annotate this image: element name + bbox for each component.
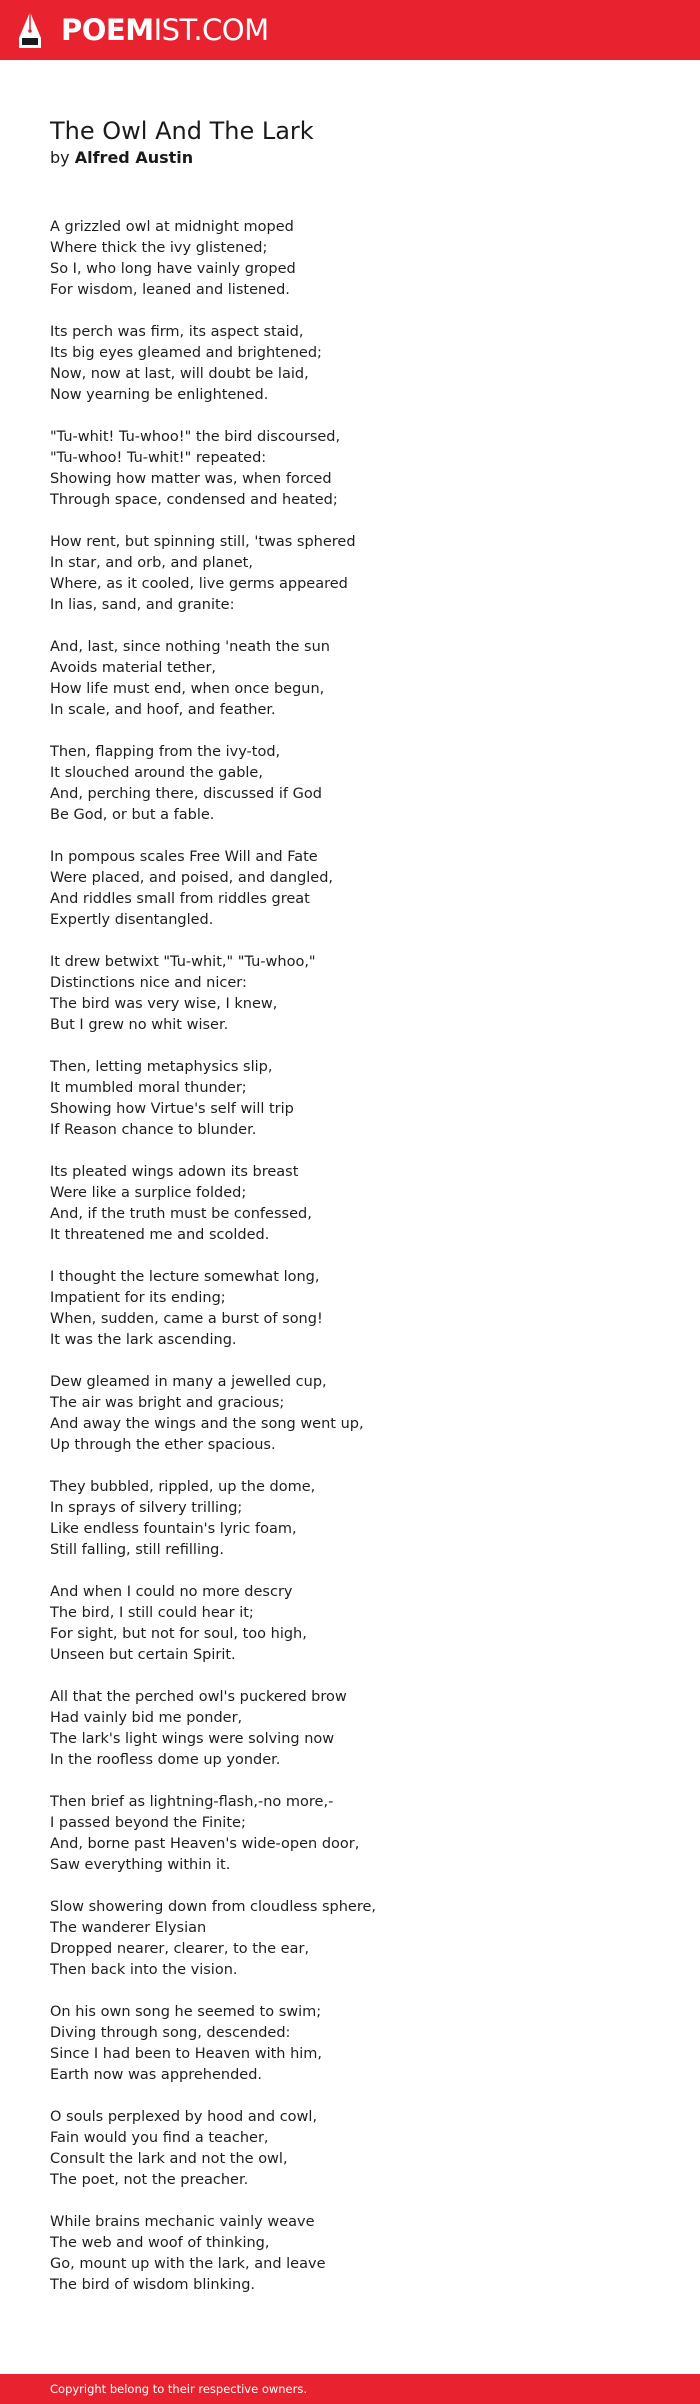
poem-line: The wanderer Elysian [50,1920,207,1936]
stanza [50,1057,650,1141]
poem-line: All that the perched owl's puckered brow [50,1689,347,1705]
poem-line: Since I had been to Heaven with him, [50,2046,323,2062]
stanza [50,532,650,616]
poem-line: Saw everything within it. [50,1857,231,1873]
poem-line: They bubbled, rippled, up the dome, [50,1479,316,1495]
poem-line: Had vainly bid me ponder, [50,1710,243,1726]
stanza [50,1477,650,1561]
stanza [50,1897,650,1981]
poem-line: Slow showering down from cloudless sphere, [50,1899,377,1915]
poem-line: But I grew no whit wiser. [50,1017,229,1033]
poem-line: Its perch was firm, its aspect staid, [50,324,304,340]
poem-line: It was the lark ascending. [50,1332,237,1348]
poem-title: The Owl And The Lark [50,117,314,145]
stanza [50,217,650,301]
poem-line: Avoids material tether, [50,660,217,676]
poem-line: Its big eyes gleamed and brightened; [50,345,322,361]
poem-line: Through space, condensed and heated; [50,492,338,508]
poem-line: It threatened me and scolded. [50,1227,270,1243]
copyright-notice: Copyright belong to their respective owners. [50,2382,308,2396]
poem-line: Showing how Virtue's self will trip [50,1101,294,1117]
poem-line: Like endless fountain's lyric foam, [50,1521,297,1537]
stanza [50,1267,650,1351]
site-header [0,0,700,60]
poem-line: Still falling, still refilling. [50,1542,224,1558]
poem-line: So I, who long have vainly groped [50,261,296,277]
logo-brand-bold: POEM [61,13,154,47]
poem-line: On his own song he seemed to swim; [50,2004,322,2020]
poem-line: Where thick the ivy glistened; [50,240,268,256]
poem-line: Were placed, and poised, and dangled, [50,870,334,886]
poem-line: In the roofless dome up yonder. [50,1752,281,1768]
poem-line: Go, mount up with the lark, and leave [50,2256,326,2272]
poem-line: A grizzled owl at midnight moped [50,219,294,235]
poem-line: Where, as it cooled, live germs appeared [50,576,348,592]
poem-line: How rent, but spinning still, 'twas sphered [50,534,356,550]
stanza [50,2002,650,2086]
site-logo[interactable] [61,11,269,49]
poem-line: In sprays of silvery trilling; [50,1500,243,1516]
poem-line: And, perching there, discussed if God [50,786,322,802]
poem-line: While brains mechanic vainly weave [50,2214,315,2230]
poem-line: The poet, not the preacher. [50,2172,249,2188]
poem-line: For wisdom, leaned and listened. [50,282,290,298]
poem-line: It mumbled moral thunder; [50,1080,247,1096]
stanza [50,637,650,721]
poem-line: If Reason chance to blunder. [50,1122,257,1138]
poem-line: "Tu-whoo! Tu-whit!" repeated: [50,450,267,466]
poem-line: Showing how matter was, when forced [50,471,332,487]
poem-line: Impatient for its ending; [50,1290,226,1306]
poem-line: Distinctions nice and nicer: [50,975,247,991]
poem-line: The lark's light wings were solving now [50,1731,335,1747]
poem-line: The web and woof of thinking, [50,2235,270,2251]
author-name[interactable]: Alfred Austin [74,148,194,167]
poem-line: Be God, or but a fable. [50,807,215,823]
poem-line: Unseen but certain Spirit. [50,1647,236,1663]
poem-line: Now yearning be enlightened. [50,387,269,403]
poem-line: Earth now was apprehended. [50,2067,263,2083]
poem-line: In scale, and hoof, and feather. [50,702,276,718]
poem-line: "Tu-whit! Tu-whoo!" the bird discoursed, [50,429,341,445]
poem-line: And, if the truth must be confessed, [50,1206,312,1222]
poem-line: How life must end, when once begun, [50,681,325,697]
poem-line: Were like a surplice folded; [50,1185,247,1201]
poem-line: Then back into the vision. [50,1962,238,1978]
site-footer [0,2374,700,2404]
poem-line: In pompous scales Free Will and Fate [50,849,318,865]
poem-line: Its pleated wings adown its breast [50,1164,299,1180]
poem-line: For sight, but not for soul, too high, [50,1626,307,1642]
poem-line: The bird was very wise, I knew, [50,996,278,1012]
stanza [50,1162,650,1246]
poem-line: It drew betwixt "Tu-whit," "Tu-whoo," [50,954,316,970]
stanza [50,742,650,826]
poem-line: Now, now at last, will doubt be laid, [50,366,309,382]
stanza [50,847,650,931]
stanza [50,1687,650,1771]
poem-line: When, sudden, came a burst of song! [50,1311,323,1327]
stanza [50,322,650,406]
poem-line: Then, flapping from the ivy-tod, [50,744,281,760]
poem-line: It slouched around the gable, [50,765,263,781]
stanza [50,427,650,511]
logo-brand-light: IST.COM [153,13,269,47]
poem-line: Up through the ether spacious. [50,1437,276,1453]
poem-line: The bird, I still could hear it; [50,1605,254,1621]
poem-line: Then, letting metaphysics slip, [50,1059,273,1075]
poem-line: The air was bright and gracious; [50,1395,285,1411]
poem-line: In lias, sand, and granite: [50,597,235,613]
poem-line: Then brief as lightning-flash,-no more,- [50,1794,334,1810]
by-label: by [50,148,70,167]
poem-line: Fain would you find a teacher, [50,2130,269,2146]
stanza [50,1582,650,1666]
poem-line: In star, and orb, and planet, [50,555,253,571]
poem-line: Diving through song, descended: [50,2025,291,2041]
stanza [50,2107,650,2191]
poem-line: And away the wings and the song went up, [50,1416,364,1432]
poem-line: Dropped nearer, clearer, to the ear, [50,1941,310,1957]
poem-line: Consult the lark and not the owl, [50,2151,288,2167]
poem-line: And, last, since nothing 'neath the sun [50,639,330,655]
poem-line: O souls perplexed by hood and cowl, [50,2109,318,2125]
poem-line: Expertly disentangled. [50,912,214,928]
stanza [50,2212,650,2296]
poem-body [50,217,650,2317]
stanza [50,952,650,1036]
stanza [50,1372,650,1456]
poem-line: I thought the lecture somewhat long, [50,1269,320,1285]
poem-line: I passed beyond the Finite; [50,1815,246,1831]
pen-nib-icon[interactable] [17,11,43,49]
byline [50,146,193,170]
stanza [50,1792,650,1876]
poem-line: Dew gleamed in many a jewelled cup, [50,1374,327,1390]
poem-line: And when I could no more descry [50,1584,293,1600]
poem-line: The bird of wisdom blinking. [50,2277,256,2293]
poem-line: And, borne past Heaven's wide-open door, [50,1836,360,1852]
poem-line: And riddles small from riddles great [50,891,310,907]
